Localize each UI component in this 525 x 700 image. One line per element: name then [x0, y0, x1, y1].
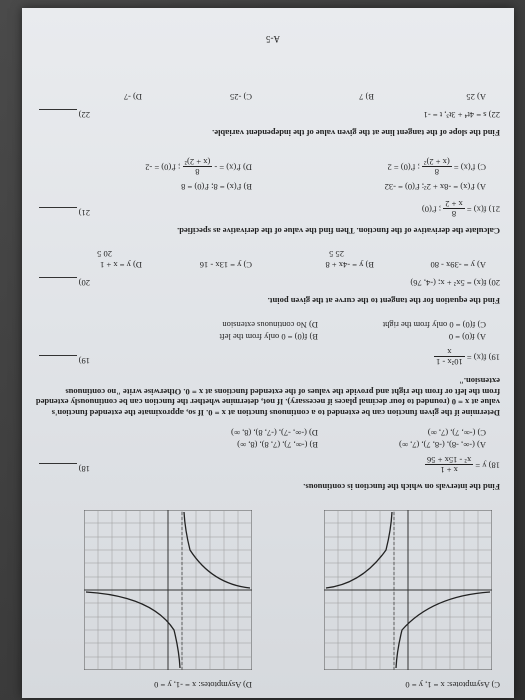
q19-denominator: x: [447, 347, 452, 358]
q18-answer: 18): [39, 463, 90, 474]
q20-answer: 20): [39, 277, 90, 288]
q21-choice-c-fraction: [422, 157, 452, 176]
q21-prompt: [422, 199, 500, 218]
q19-prompt-prefix: f(x) =: [466, 352, 487, 363]
q21-choice-a[interactable]: A) f′(x) = -8x + 2²; f′(0) = -32: [384, 182, 486, 192]
q19-number: 19): [488, 352, 500, 363]
q22-answer: 22): [39, 109, 90, 120]
q22-choice-a[interactable]: A) 25: [466, 92, 486, 102]
q20-choice-d-text: D) y = x + 1: [100, 260, 142, 270]
q19-answer-line[interactable]: [39, 355, 77, 365]
page-label: A-5: [266, 34, 280, 44]
q21-choice-c-suffix: ; f′(0) = 2: [387, 162, 420, 173]
q19-choice-a[interactable]: A) f(0) = 0: [448, 332, 486, 342]
q19-fraction: [434, 347, 465, 366]
q19-choice-b[interactable]: B) f(0) = 0 only from the left: [219, 332, 318, 342]
q18-choice-a[interactable]: A) (-∞, -8), (-8, 7), (7, ∞): [399, 440, 486, 450]
q20-number: 20): [488, 278, 500, 288]
q20-choice-b[interactable]: [325, 249, 374, 270]
q21-denominator: x + 2: [445, 199, 463, 210]
q22-choice-b[interactable]: B) 7: [359, 92, 374, 102]
q20-choice-a[interactable]: A) y = -39x - 80: [430, 260, 486, 270]
q18-prompt-prefix: y =: [475, 460, 487, 471]
asymptote-choice-c: C) Asymptotes: x = 1, y = 0: [405, 680, 500, 690]
q18-denominator: x² - 15x + 56: [427, 455, 472, 466]
q21-fraction: [443, 199, 465, 218]
q21-choice-d-prefix: D) f′(x) = -: [214, 162, 252, 173]
q21-choice-c-denominator: (x + 2)²: [423, 157, 450, 168]
worksheet-paper: [22, 8, 514, 698]
q22-number: 22): [488, 110, 500, 120]
worksheet-upside-down: [22, 8, 514, 698]
q21-prompt-prefix: f(x) =: [466, 204, 487, 215]
q18-heading: Find the intervals on which the function is continuous.: [303, 482, 500, 492]
q18-prompt: [425, 455, 500, 474]
q18-answer-line[interactable]: [39, 463, 77, 473]
q21-numerator: 8: [443, 208, 465, 218]
asymptote-choice-d: D) Asymptotes: x = -1, y = 0: [154, 680, 252, 690]
q21-prompt-suffix: ; f′(0): [421, 204, 442, 215]
q20-choice-b-sub: 25 5: [329, 249, 344, 260]
q19-answer: 19): [39, 355, 90, 366]
q20-choice-d-sub: 20 5: [97, 249, 112, 260]
q21-answer-line[interactable]: [39, 207, 77, 217]
q21-choice-d-fraction: [183, 157, 213, 176]
q21-choice-c[interactable]: [387, 157, 486, 176]
q21-choice-c-numerator: 8: [422, 166, 452, 176]
q20-choice-d[interactable]: [97, 249, 142, 270]
q21-choice-b[interactable]: B) f′(x) = 8; f′(0) = 8: [181, 182, 252, 192]
q20-prompt-text: f(x) = 5x² + x; (-4, 76): [410, 278, 487, 288]
q22-answer-line[interactable]: [39, 109, 77, 119]
q19-choice-d[interactable]: D) No continuous extension: [222, 320, 318, 330]
q19-numerator: 10²x - 1: [436, 357, 463, 367]
q21-heading: Calculate the derivative of the function. Then find the value of the derivative as specified.: [177, 226, 500, 236]
q21-choice-d[interactable]: [145, 157, 252, 176]
q22-choice-c[interactable]: C) -25: [230, 92, 252, 102]
q18-number: 18): [488, 460, 500, 471]
q21-answer: 21): [39, 207, 90, 218]
q18-fraction: [425, 455, 473, 474]
q20-prompt: [410, 277, 500, 288]
q21-choice-d-numerator: 8: [183, 166, 213, 176]
q20-heading: Find the equation for the tangent to the curve at the given point.: [267, 296, 500, 306]
q21-choice-d-suffix: ; f′(0) = -2: [145, 162, 181, 173]
q18-numerator: x + 1: [425, 464, 473, 474]
q18-choice-c[interactable]: C) (-∞, 7), (7, ∞): [427, 428, 486, 438]
q20-choice-b-text: B) y = -4x + 8: [325, 260, 374, 270]
q19-choice-c[interactable]: C) f(0) = 0 only from the right: [382, 320, 486, 330]
q19-heading: Determine if the given function can be extended to a continuous function at x = 0. If so, approximate the extended function's value at x = 0 (rounded to four decimal places if necessary). If not, determine whether the function can be continuously extended from the left or from the right and provide the values of the extended functions at x = 0. Otherwise write "no continuous extension.": [35, 376, 500, 418]
q19-prompt: [434, 347, 500, 366]
q22-choice-d[interactable]: D) -7: [123, 92, 142, 102]
q21-choice-c-prefix: C) f′(x) =: [453, 162, 486, 173]
q21-choice-d-denominator: (x + 2)²: [184, 157, 211, 168]
q20-choice-c[interactable]: C) y = 13x - 16: [199, 260, 252, 270]
q22-prompt-text: s = 4t⁴ + 3t³, t = -1: [423, 110, 487, 120]
q20-answer-line[interactable]: [39, 277, 77, 287]
graph-c: [324, 510, 492, 670]
q22-heading: Find the slope of the tangent line at the given value of the independent variable.: [212, 128, 500, 138]
q18-choice-d[interactable]: D) (-∞, -7), (-7, 8), (8, ∞): [231, 428, 318, 438]
q21-number: 21): [488, 204, 500, 215]
graph-d: [84, 510, 252, 670]
q22-prompt: [424, 109, 500, 120]
q18-choice-b[interactable]: B) (-∞, 7), (7, 8), (8, ∞): [237, 440, 318, 450]
